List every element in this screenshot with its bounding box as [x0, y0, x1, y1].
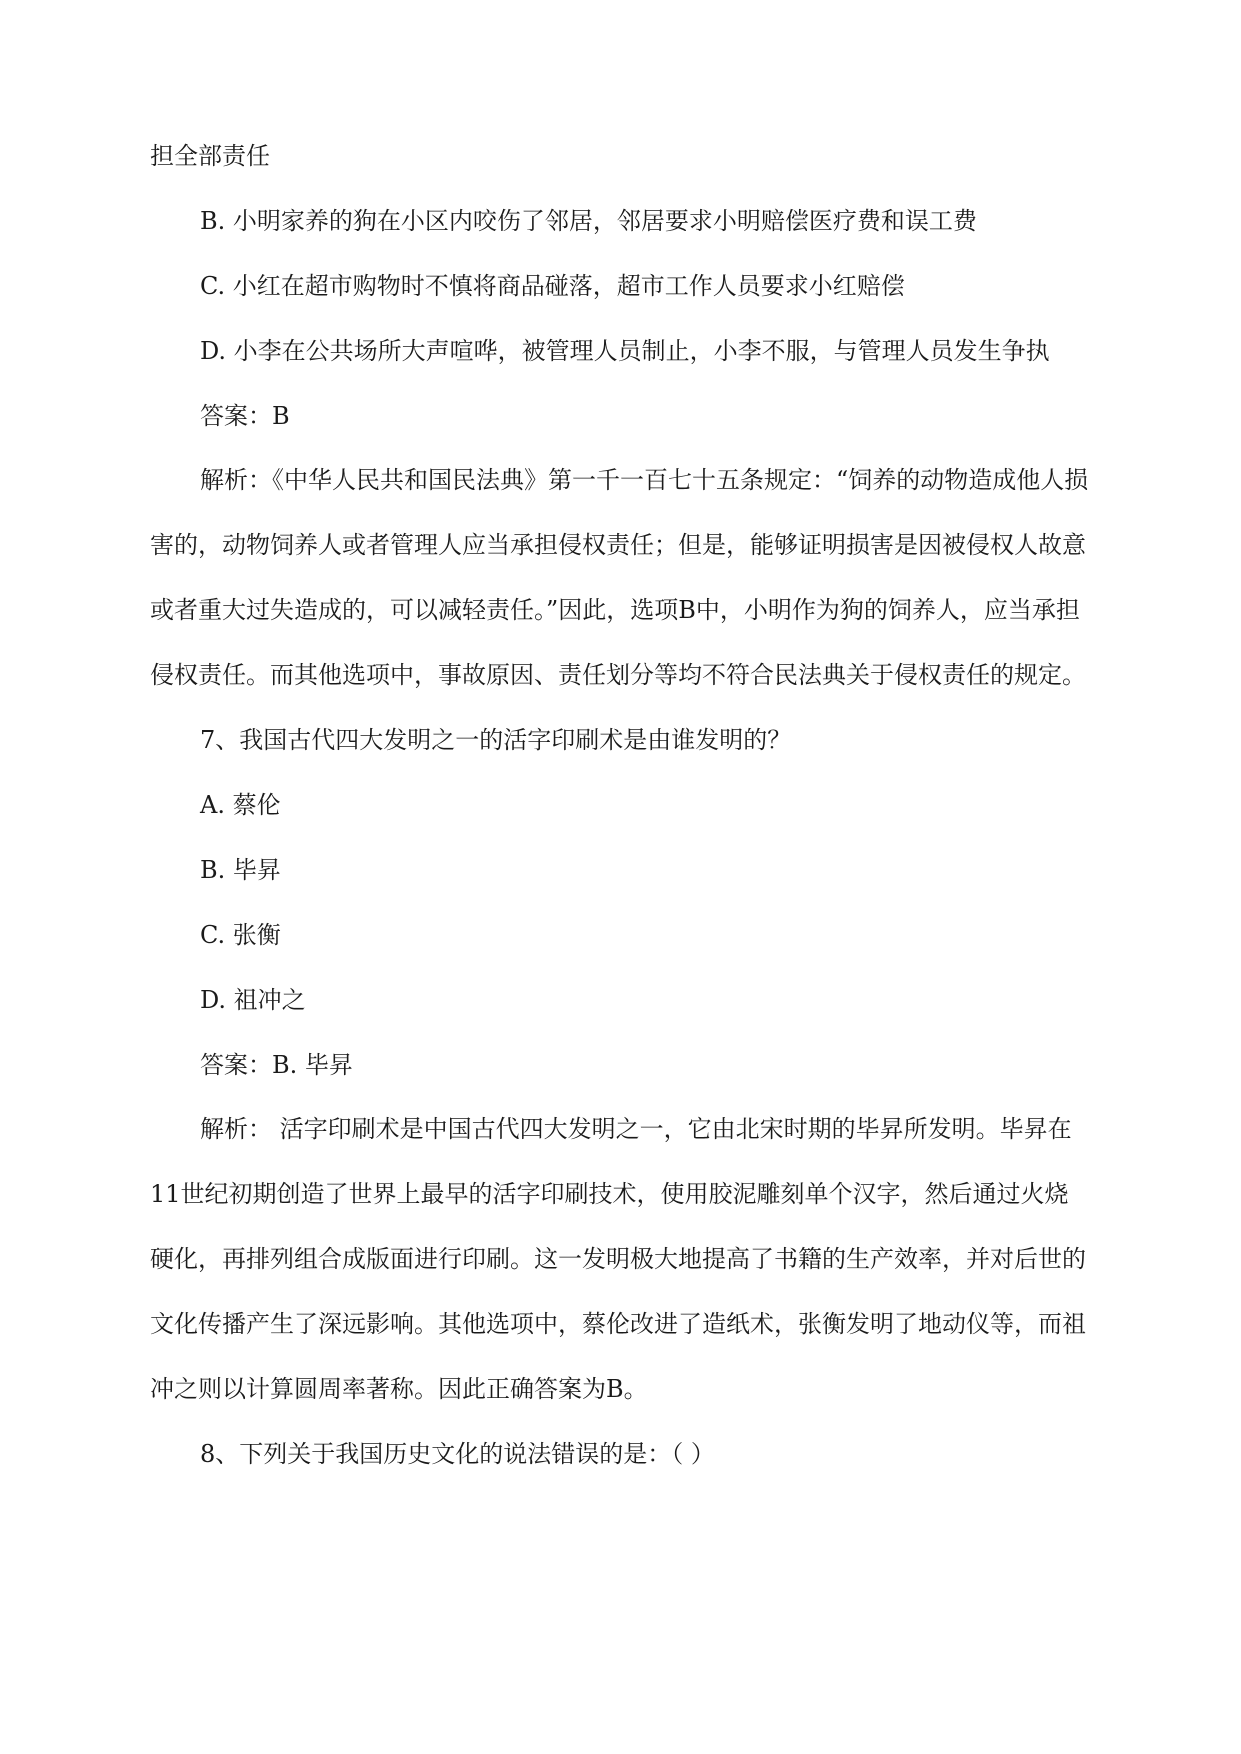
q7-analysis: 解析： 活字印刷术是中国古代四大发明之一，它由北宋时期的毕昇所发明。毕昇在11世纪初期创造了世界上最早的活字印刷技术，使用胶泥雕刻单个汉字，然后通过火烧硬化，再排列组合成版面进行印刷。这一发明极大地提高了书籍的生产效率，并对后世的文化传播产生了深远影响。其他选项中，蔡伦改进了造纸术，张衡发明了地动仪等，而祖冲之则以计算圆周率著称。因此正确答案为B。	[150, 1115, 1086, 1403]
q7-option-b: B. 毕昇	[200, 856, 281, 884]
q6-option-d: D. 小李在公共场所大声喧哗，被管理人员制止，小李不服，与管理人员发生争执	[200, 337, 1050, 365]
document-page	[150, 140, 1090, 1470]
q7-option-d: D. 祖冲之	[200, 986, 306, 1014]
q6-question-tail: 担全部责任	[150, 142, 270, 170]
q6-analysis: 解析：《中华人民共和国民法典》第一千一百七十五条规定：“饲养的动物造成他人损害的，动物饲养人或者管理人应当承担侵权责任；但是，能够证明损害是因被侵权人故意或者重大过失造成的，可以减轻责任。”因此，选项B中，小明作为狗的饲养人，应当承担侵权责任。而其他选项中，事故原因、责任划分等均不符合民法典关于侵权责任的规定。	[150, 466, 1089, 689]
q6-answer: 答案：B	[200, 402, 290, 430]
q7-answer: 答案：B. 毕昇	[200, 1051, 353, 1079]
q8-question: 8、下列关于我国历史文化的说法错误的是：（ ）	[200, 1440, 715, 1468]
q6-option-c: C. 小红在超市购物时不慎将商品碰落，超市工作人员要求小红赔偿	[200, 272, 905, 300]
q7-option-a: A. 蔡伦	[200, 791, 281, 819]
q7-option-c: C. 张衡	[200, 921, 281, 949]
q7-question: 7、我国古代四大发明之一的活字印刷术是由谁发明的？	[200, 726, 792, 754]
q6-option-b: B. 小明家养的狗在小区内咬伤了邻居，邻居要求小明赔偿医疗费和误工费	[200, 207, 977, 235]
